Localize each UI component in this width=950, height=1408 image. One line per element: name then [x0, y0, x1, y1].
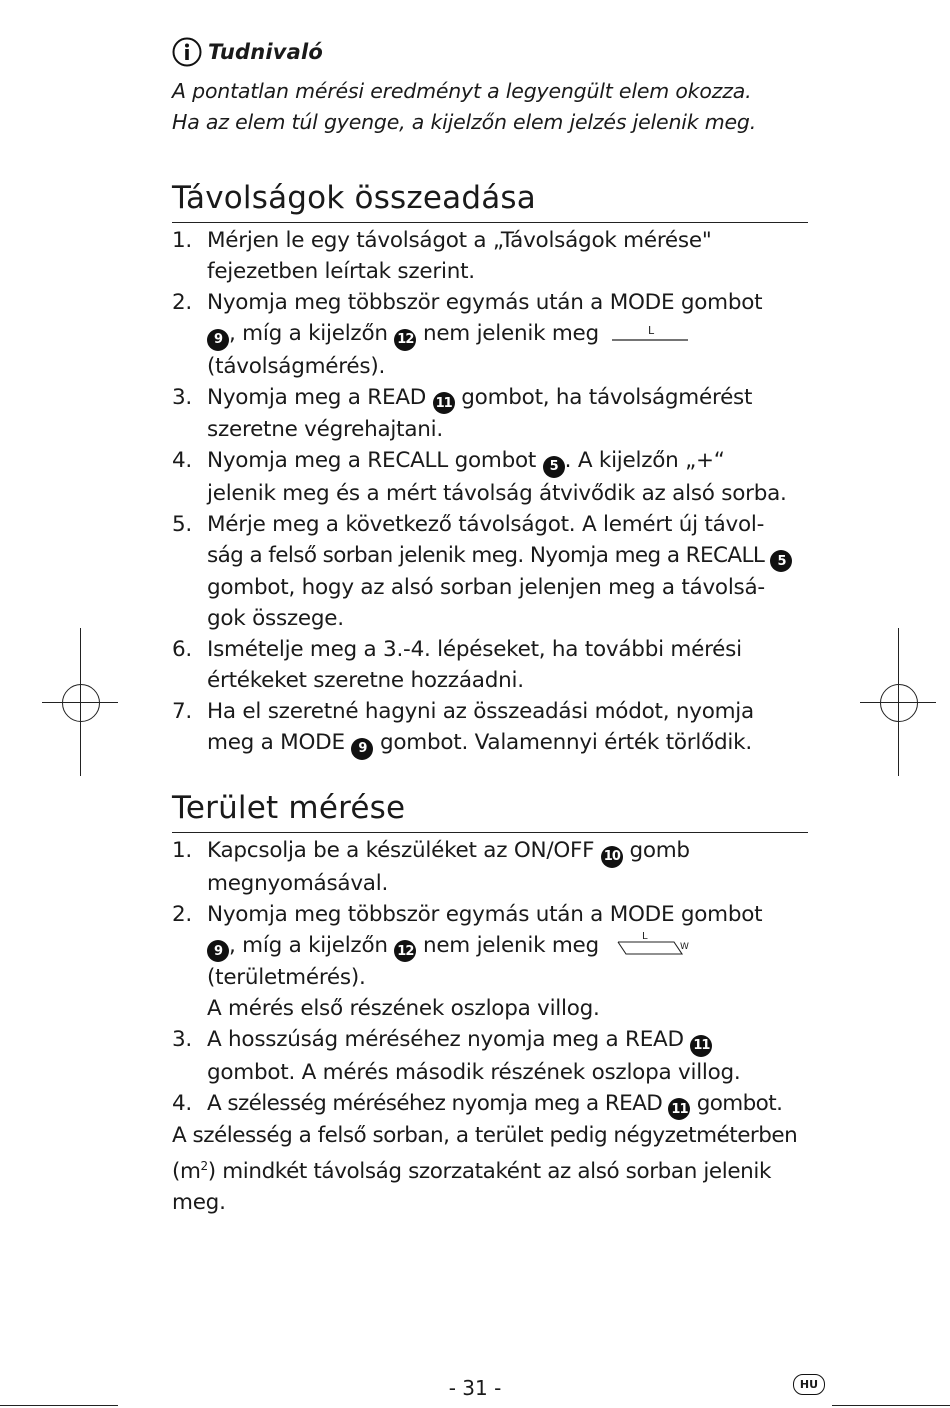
- step-text-part: nem jelenik meg: [422, 321, 599, 346]
- list-item: [172, 382, 808, 446]
- step-text: [207, 1088, 808, 1121]
- step-text-part: ság a felső sorban jelenik meg. Nyomja meg a RECALL: [207, 542, 765, 568]
- step-text: szeretne végrehajtani.: [207, 417, 443, 442]
- step-text-part: gombot. Valamennyi érték törlődik.: [379, 730, 752, 755]
- step-text: Nyomja meg többször egymás után a MODE gombot: [207, 901, 763, 927]
- section-distance-addition: [172, 178, 808, 760]
- glyph-label-l: L: [641, 930, 647, 942]
- ref-badge-11: 11: [668, 1098, 690, 1120]
- superscript: 2: [200, 1159, 208, 1173]
- ref-badge-5: 5: [770, 550, 792, 572]
- note-line: Ha az elem túl gyenge, a kijelzőn elem jelzés jelenik meg.: [172, 110, 757, 134]
- step-text: [207, 318, 808, 351]
- step-text-part: Nyomja meg a RECALL gombot: [207, 448, 537, 473]
- step-text: megnyomásával.: [207, 870, 389, 896]
- step-text: Mérjen le egy távolságot a „Távolságok mérése": [207, 228, 712, 253]
- step-text-part: gombot.: [696, 1090, 783, 1116]
- step-text-part: Kapcsolja be a készüléket az ON/OFF: [207, 838, 595, 863]
- step-number: 1.: [172, 228, 193, 253]
- note-line: A pontatlan mérési eredményt a legyengült elem okozza.: [172, 79, 752, 103]
- step-text: Mérje meg a következő távolságot. A lemért új távol-: [207, 511, 765, 537]
- list-item: [172, 225, 808, 287]
- paragraph-line: [172, 1151, 808, 1187]
- step-number: 4.: [172, 448, 193, 473]
- ref-badge-5: 5: [543, 456, 565, 478]
- step-text: [207, 727, 808, 760]
- list-item: [172, 634, 808, 696]
- glyph-label-w: W: [679, 941, 689, 952]
- step-number: 6.: [172, 637, 193, 662]
- list-item: [172, 835, 808, 899]
- ref-badge-9: 9: [351, 738, 373, 760]
- ref-badge-10: 10: [601, 846, 623, 868]
- step-text: gok összege.: [207, 606, 344, 631]
- registration-mark-right: [880, 684, 918, 722]
- step-text: Ha el szeretné hagyni az összeadási módot, nyomja: [207, 699, 754, 724]
- ref-badge-9: 9: [207, 329, 229, 351]
- step-text: fejezetben leírtak szerint.: [207, 259, 475, 284]
- list-item: [172, 445, 808, 509]
- language-badge: HU: [793, 1374, 825, 1395]
- step-text: (távolságmérés).: [207, 353, 386, 379]
- distance-mode-icon: [610, 322, 690, 346]
- step-text: [207, 382, 808, 415]
- section-title: Távolságok összeadása: [172, 178, 808, 223]
- result-paragraph: [172, 1120, 808, 1218]
- list-item: [172, 696, 808, 760]
- step-text: [207, 445, 808, 478]
- list-item: [172, 1088, 808, 1121]
- step-number: 1.: [172, 838, 193, 863]
- note-header: [172, 34, 812, 70]
- step-text: Nyomja meg többször egymás után a MODE gombot: [207, 290, 763, 315]
- paragraph-line: A szélesség a felső sorban, a terület pedig négyzetméterben: [172, 1123, 798, 1148]
- step-text-part: . A kijelzőn „+“: [564, 448, 725, 473]
- ref-badge-9: 9: [207, 940, 229, 962]
- step-text: [207, 540, 808, 573]
- step-text: [207, 835, 808, 868]
- info-icon: [172, 37, 202, 67]
- section-area-measurement: [172, 788, 808, 1218]
- step-number: 7.: [172, 699, 193, 724]
- step-text: jelenik meg és a mért távolság átvivődik az alsó sorba.: [207, 480, 787, 506]
- step-list: [172, 835, 808, 1120]
- list-item: [172, 899, 808, 1025]
- step-text-part: gomb: [629, 838, 690, 863]
- note-block: [172, 34, 812, 138]
- list-item: [172, 509, 808, 635]
- list-item: [172, 287, 808, 382]
- step-number: 2.: [172, 901, 193, 927]
- step-text: (területmérés).: [207, 965, 366, 990]
- area-mode-icon: [614, 930, 694, 960]
- step-number: 4.: [172, 1090, 193, 1116]
- section-title: Terület mérése: [172, 788, 808, 833]
- ref-badge-11: 11: [690, 1035, 712, 1057]
- step-text-part: A szélesség méréséhez nyomja meg a READ: [207, 1090, 663, 1116]
- step-text: [207, 930, 808, 963]
- step-number: 3.: [172, 384, 193, 410]
- step-text: A mérés első részének oszlopa villog.: [207, 996, 600, 1021]
- step-text: gombot. A mérés második részének oszlopa villog.: [207, 1059, 741, 1085]
- note-title: Tudnivaló: [208, 40, 324, 64]
- page-number: - 31 -: [448, 1376, 502, 1400]
- step-number: 2.: [172, 290, 193, 315]
- step-text-part: nem jelenik meg: [422, 932, 599, 958]
- step-text-part: , míg a kijelzőn: [229, 932, 388, 958]
- list-item: [172, 1024, 808, 1088]
- step-text: értékeket szeretne hozzáadni.: [207, 668, 524, 693]
- step-text-part: A hosszúság méréséhez nyomja meg a READ: [207, 1027, 684, 1052]
- paragraph-text-part: ) mindkét távolság szorzataként az alsó sorban jelenik: [207, 1159, 772, 1185]
- paragraph-text-part: (m: [172, 1159, 201, 1185]
- crop-mark-bottom-left: [0, 1405, 118, 1406]
- step-number: 5.: [172, 511, 193, 537]
- registration-mark-left: [62, 684, 100, 722]
- step-text: gombot, hogy az alsó sorban jelenjen meg a távolsá-: [207, 575, 765, 600]
- crop-mark-bottom-right: [832, 1405, 950, 1406]
- step-text: Ismételje meg a 3.-4. lépéseket, ha további mérési: [207, 637, 742, 662]
- glyph-label-l: L: [647, 324, 654, 337]
- step-text-part: gombot, ha távolságmérést: [461, 384, 753, 410]
- step-text-part: Nyomja meg a READ: [207, 384, 427, 410]
- step-text-part: , míg a kijelzőn: [229, 321, 388, 346]
- ref-badge-12: 12: [394, 940, 416, 962]
- step-list: [172, 225, 808, 760]
- step-text: [207, 1024, 808, 1057]
- step-text-part: meg a MODE: [207, 730, 345, 755]
- paragraph-line: meg.: [172, 1190, 226, 1216]
- ref-badge-12: 12: [394, 329, 416, 351]
- step-number: 3.: [172, 1027, 193, 1052]
- ref-badge-11: 11: [433, 392, 455, 414]
